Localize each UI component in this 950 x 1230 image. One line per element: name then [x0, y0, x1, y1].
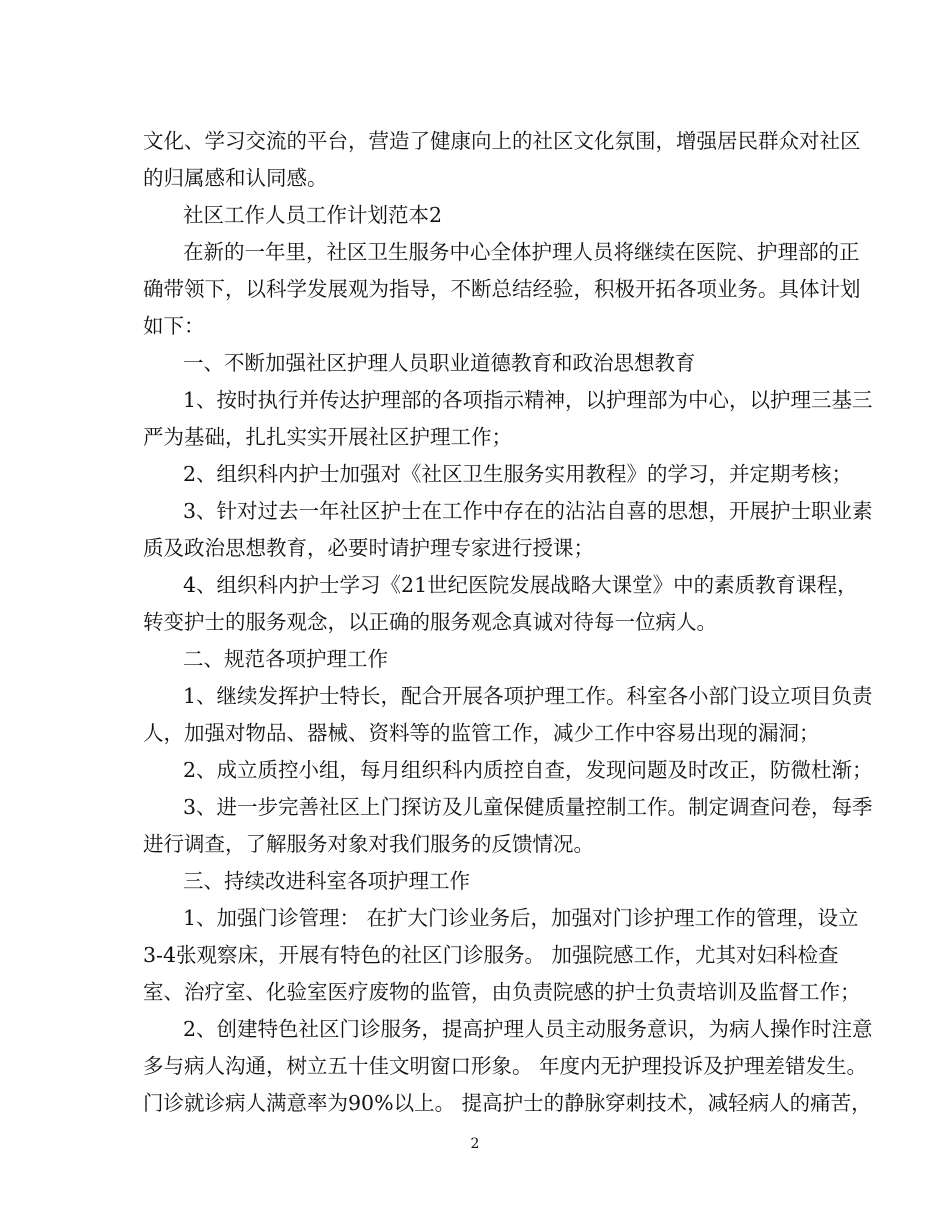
text-line: 严为基础，扎扎实实开展社区护理工作；	[143, 425, 512, 449]
text-line: 室、治疗室、化验室医疗废物的监管，由负责院感的护士负责培训及监督工作；	[143, 980, 861, 1004]
text-line: 在新的一年里，社区卫生服务中心全体护理人员将继续在医院、护理部的正	[183, 240, 860, 264]
text-line: 1、加强门诊管理： 在扩大门诊业务后，加强对门诊护理工作的管理，设立	[183, 906, 859, 930]
text-line: 文化、学习交流的平台，营造了健康向上的社区文化氛围，增强居民群众对社区	[143, 129, 861, 153]
text-line: 2、成立质控小组，每月组织科内质控自查，发现问题及时改正，防微杜渐；	[183, 758, 873, 782]
text-line: 1、按时执行并传达护理部的各项指示精神，以护理部为中心，以护理三基三	[183, 388, 873, 412]
text-line: 1、继续发挥护士特长，配合开展各项护理工作。科室各小部门设立项目负责	[183, 684, 873, 708]
text-line: 多与病人沟通，树立五十佳文明窗口形象。 年度内无护理投诉及护理差错发生。	[143, 1054, 868, 1078]
heading-line: 三、持续改进科室各项护理工作	[183, 869, 470, 893]
text-line: 门诊就诊病人满意率为90%以上。 提高护士的静脉穿刺技术，减轻病人的痛苦，	[143, 1091, 872, 1115]
text-line: 3-4张观察床，开展有特色的社区门诊服务。 加强院感工作，尤其对妇科检查	[143, 943, 839, 967]
text-line: 转变护士的服务观念，以正确的服务观念真诚对待每一位病人。	[143, 610, 717, 634]
text-line: 2、创建特色社区门诊服务，提高护理人员主动服务意识，为病人操作时注意	[183, 1017, 873, 1041]
heading-line: 二、规范各项护理工作	[183, 647, 388, 671]
text-line: 如下：	[143, 314, 205, 338]
text-line: 的归属感和认同感。	[143, 166, 328, 190]
heading-line: 一、不断加强社区护理人员职业道德教育和政治思想教育	[183, 351, 696, 375]
text-line: 进行调查，了解服务对象对我们服务的反馈情况。	[143, 832, 594, 856]
text-line: 确带领下，以科学发展观为指导，不断总结经验，积极开拓各项业务。具体计划	[143, 277, 861, 301]
section-title: 社区工作人员工作计划范本2	[183, 203, 443, 227]
text-line: 质及政治思想教育，必要时请护理专家进行授课；	[143, 536, 594, 560]
text-line: 4、组织科内护士学习《21世纪医院发展战略大课堂》中的素质教育课程，	[183, 573, 858, 597]
text-line: 3、进一步完善社区上门探访及儿童保健质量控制工作。制定调查问卷，每季	[183, 795, 873, 819]
text-line: 人，加强对物品、器械、资料等的监管工作，减少工作中容易出现的漏洞；	[143, 721, 820, 745]
page-number: 2	[470, 1136, 480, 1152]
text-line: 2、组织科内护士加强对《社区卫生服务实用教程》的学习，并定期考核；	[183, 462, 853, 486]
text-line: 3、针对过去一年社区护士在工作中存在的沾沾自喜的思想，开展护士职业素	[183, 499, 873, 523]
